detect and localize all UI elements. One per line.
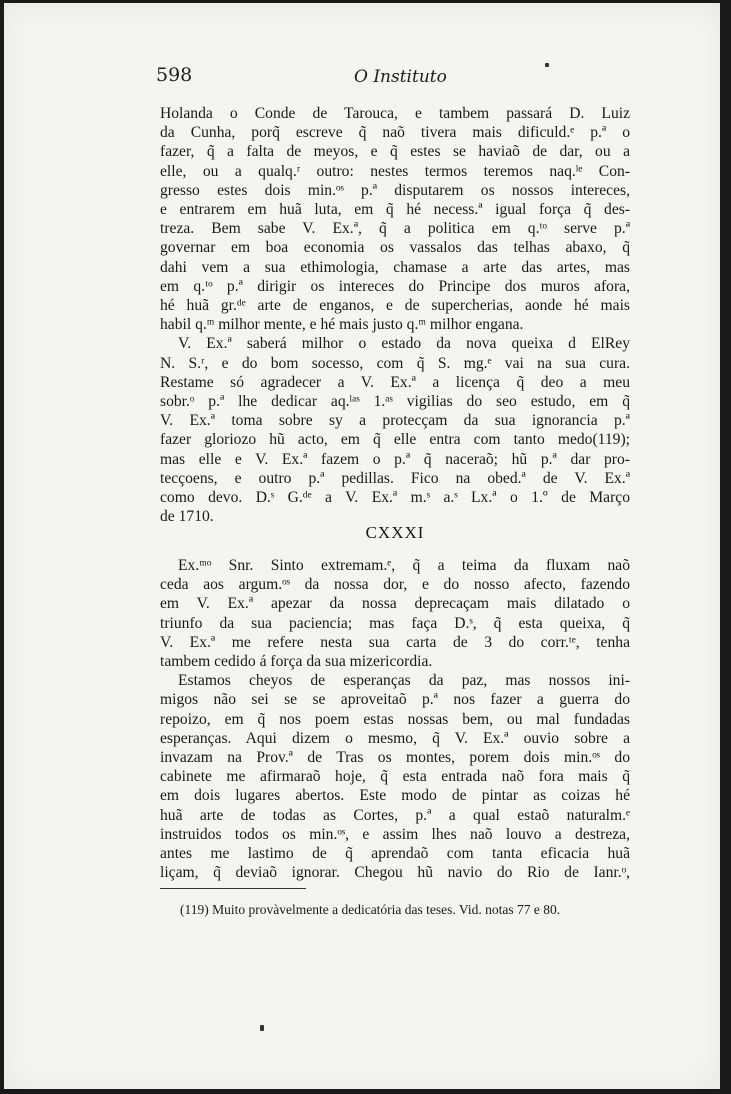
text-line: triunfo da sua paciencia; mas faça D.ˢ, q̃ esta queixa, q̃ bbox=[160, 614, 630, 632]
text-line: V. Ex.ª saberá milhor o estado da nova queixa d ElRey bbox=[178, 335, 630, 353]
text-line: Holanda o Conde de Tarouca, e tambem passará D. Luiz bbox=[160, 105, 630, 122]
ink-speck bbox=[260, 1025, 264, 1031]
footnote-separator bbox=[160, 888, 306, 889]
text-line: em dois lugares abertos. Este modo de pintar as coizas hé bbox=[160, 787, 630, 805]
text-line: e entrarem em huã luta, em q̃ hé necess.ª igual força q̃ des- bbox=[160, 201, 630, 219]
text-line: sobr.ᵒ p.ª lhe dedicar aq.ˡᵃˢ 1.ᵃˢ vigilias do seo estudo, em q̃ bbox=[160, 393, 630, 411]
text-line: em V. Ex.ª apezar da nossa deprecaçam mais dilatado o bbox=[160, 595, 630, 613]
text-line: repoizo, em q̃ nos poem estas nossas bem, ou mal fundadas bbox=[160, 710, 630, 728]
text-line: huã arte de todas as Cortes, p.ª a qual estaõ naturalm.ᵉ bbox=[160, 806, 630, 824]
text-line: treza. Bem sabe V. Ex.ª, q̃ a politica em q.ᵗᵒ serve p.ª bbox=[160, 220, 630, 238]
text-line: em q.ᵗᵒ p.ª dirigir os intereces do Principe dos muros afora, bbox=[160, 277, 630, 295]
text-line: fazer, q̃ a falta de meyos, e q̃ estes se haviaõ de dar, ou a bbox=[160, 143, 630, 161]
text-line: gresso estes dois min.ᵒˢ p.ª disputarem os nossos intereces, bbox=[160, 181, 630, 199]
text-line: como devo. D.ˢ G.ᵈᵉ a V. Ex.ª m.ˢ a.ˢ Lx.ª o 1.º de Março bbox=[160, 489, 630, 507]
footnote-119: (119) Muito provàvelmente a dedicatória das teses. Vid. notas 77 e 80. bbox=[180, 902, 561, 917]
book-page bbox=[4, 3, 720, 1089]
text-line: elle, ou a qualq.ʳ outro: nestes termos teremos naq.ˡᵉ Con- bbox=[160, 162, 630, 180]
running-title: O Instituto bbox=[354, 67, 447, 87]
text-line: instruidos todos os min.ᵒˢ, e assim lhes naõ louvo a destreza, bbox=[160, 825, 630, 843]
text-line: ceda aos argum.ᵒˢ da nossa dor, e do nosso afecto, fazendo bbox=[160, 576, 630, 594]
text-line: hé huã gr.ᵈᵉ arte de enganos, e de supercherias, aonde hé mais bbox=[160, 297, 630, 315]
text-line: fazer gloriozo hũ acto, em q̃ elle entra com tanto medo(119); bbox=[160, 431, 630, 449]
text-line: antes me lastimo de q̃ aprendaõ com tanta eficacia huã bbox=[160, 845, 630, 863]
text-line: esperanças. Aqui dizem o mesmo, q̃ V. Ex.ª ouvio sobre a bbox=[160, 729, 630, 747]
text-line: habil q.ᵐ milhor mente, e hé mais justo q.ᵐ milhor engana. bbox=[160, 316, 524, 334]
text-line: dahi vem a sua ethimologia, chamase a arte das artes, mas bbox=[160, 258, 630, 276]
text-line: V. Ex.ª toma sobre sy a protecçam da sua ignorancia p.ª bbox=[160, 412, 630, 430]
text-line: tambem cedido á força da sua mizericordia. bbox=[160, 653, 433, 671]
letter-cxxxi-body bbox=[160, 556, 630, 882]
text-line: tecçoens, e outro p.ª pedillas. Fico na obed.ª de V. Ex.ª bbox=[160, 469, 630, 487]
text-line: Restame só agradecer a V. Ex.ª a licença q̃ deo a meu bbox=[160, 373, 630, 391]
text-line: Estamos cheyos de esperanças da paz, mas nossos ini- bbox=[178, 672, 630, 690]
page-number: 598 bbox=[156, 64, 193, 86]
letter-cxxx-conclusion bbox=[160, 104, 630, 526]
text-line: liçam, q̃ deviaõ ignorar. Chegou hũ navio do Rio de Ianr.ᵒ, bbox=[160, 864, 630, 882]
text-line: mas elle e V. Ex.ª fazem o p.ª q̃ naceraõ; hũ p.ª dar pro- bbox=[160, 450, 630, 468]
text-line: Ex.ᵐᵒ Snr. Sinto extremam.ᵉ, q̃ a teima da fluxam naõ bbox=[178, 557, 630, 574]
text-line: de 1710. bbox=[160, 508, 214, 526]
text-line: V. Ex.ª me refere nesta sua carta de 3 do corr.ᵗᵉ, tenha bbox=[160, 633, 630, 651]
text-line: governar em boa economia os vassalos das telhas abaxo, q̃ bbox=[160, 239, 630, 257]
text-line: da Cunha, porq̃ escreve q̃ naõ tivera mais dificuld.ᵉ p.ª o bbox=[160, 124, 630, 142]
text-line: cabinete me afirmaraõ hoje, q̃ esta entrada naõ fora mais q̃ bbox=[160, 768, 630, 786]
section-heading: CXXXI bbox=[365, 523, 425, 542]
text-line: migos não sei se se aproveitaõ p.ª nos fazer a guerra do bbox=[160, 691, 630, 709]
text-line: invazam na Prov.ª de Tras os montes, porem dois min.ᵒˢ do bbox=[160, 749, 630, 767]
text-line: N. S.ʳ, e do bom socesso, com q̃ S. mg.ᵉ vai na sua cura. bbox=[160, 354, 630, 372]
ink-speck bbox=[545, 63, 549, 67]
